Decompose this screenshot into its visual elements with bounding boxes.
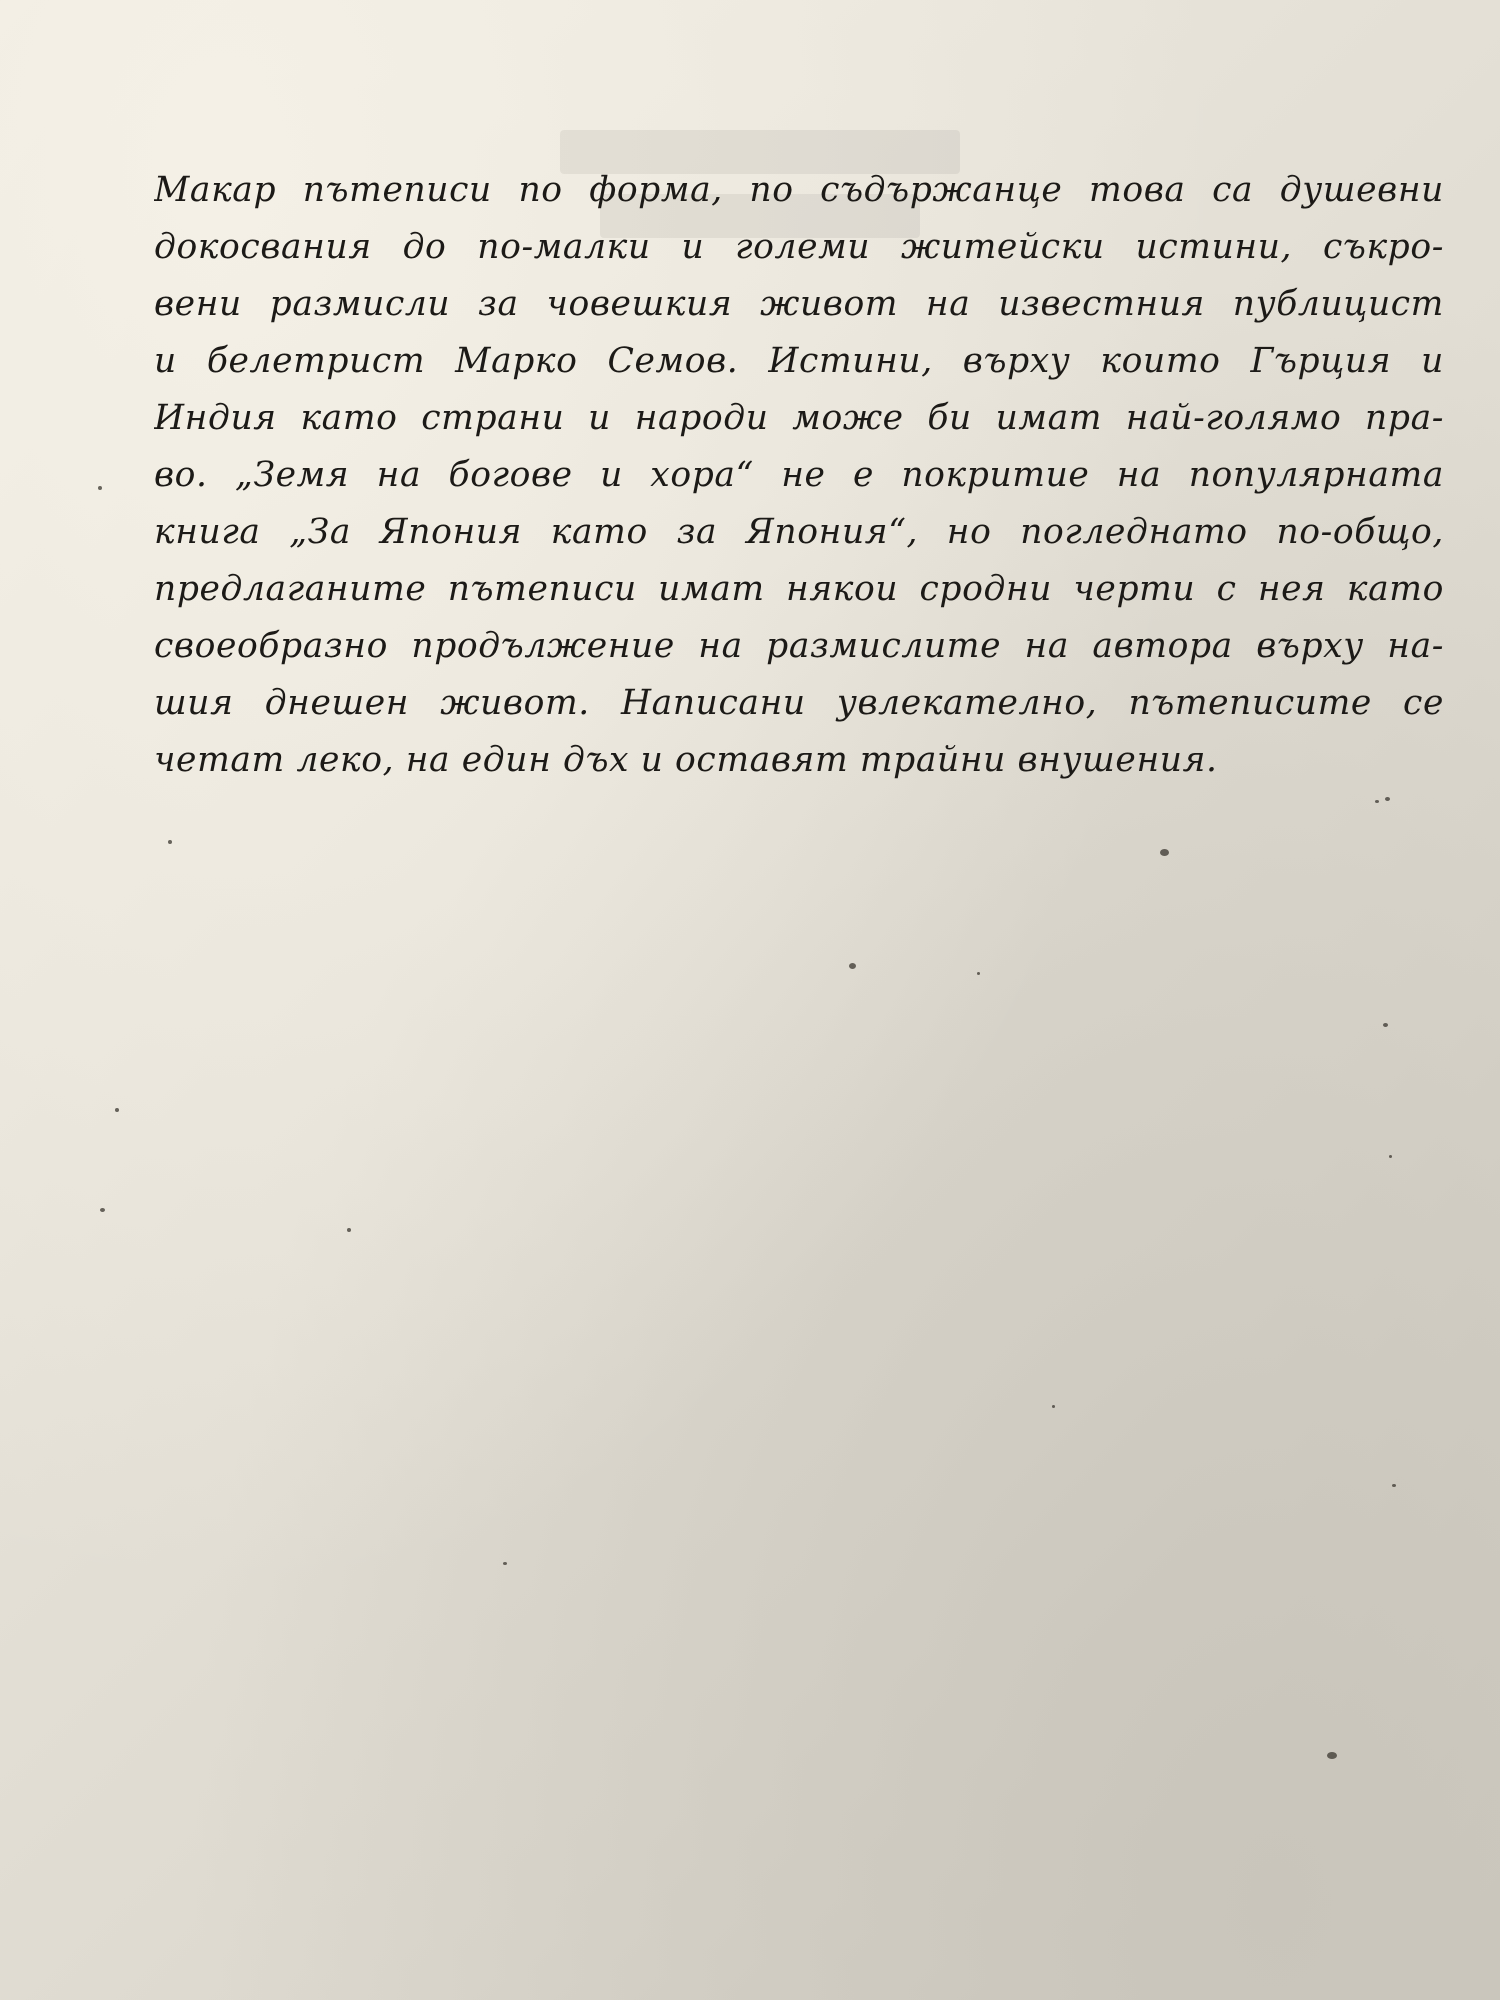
text-line: вени размисли за човешкия живот на известния публицист: [154, 284, 1444, 324]
text-line: книга „За Япония като за Япония“, но погледнато по-общо,: [154, 512, 1444, 552]
text-line: Индия като страни и народи може би имат най-голямо пра-: [154, 398, 1444, 438]
paper-speck: [347, 1228, 351, 1232]
paper-speck: [849, 963, 856, 969]
paper-speck: [1160, 849, 1169, 856]
text-line: во. „Земя на богове и хора“ не е покритие на популярната: [154, 455, 1444, 495]
paper-speck: [1389, 1155, 1392, 1158]
paper-speck: [100, 1208, 105, 1212]
text-line: докосвания до по-малки и големи житейски истини, съкро-: [154, 227, 1444, 267]
paper-speck: [1375, 800, 1379, 803]
paper-speck: [977, 972, 980, 975]
paper-speck: [1052, 1405, 1055, 1408]
text-line: предлаганите пътеписи имат някои сродни черти с нея като: [154, 569, 1444, 609]
text-line: и белетрист Марко Семов. Истини, върху които Гърция и: [154, 341, 1444, 381]
text-line: своеобразно продължение на размислите на автора върху на-: [154, 626, 1444, 666]
paper-speck: [1383, 1023, 1388, 1027]
annotation-paragraph: [154, 162, 1444, 789]
paper-speck: [1385, 797, 1390, 801]
paper-speck: [1392, 1484, 1396, 1487]
text-line: шия днешен живот. Написани увлекателно, пътеписите се: [154, 683, 1444, 723]
paper-speck: [98, 486, 102, 490]
paper-speck: [1327, 1752, 1337, 1759]
paper-speck: [168, 840, 172, 844]
paper-speck: [503, 1562, 507, 1565]
text-line: четат леко, на един дъх и оставят трайни внушения.: [154, 740, 1218, 780]
text-line: Макар пътеписи по форма, по съдържанце това са душевни: [154, 170, 1444, 210]
paper-speck: [115, 1108, 119, 1112]
